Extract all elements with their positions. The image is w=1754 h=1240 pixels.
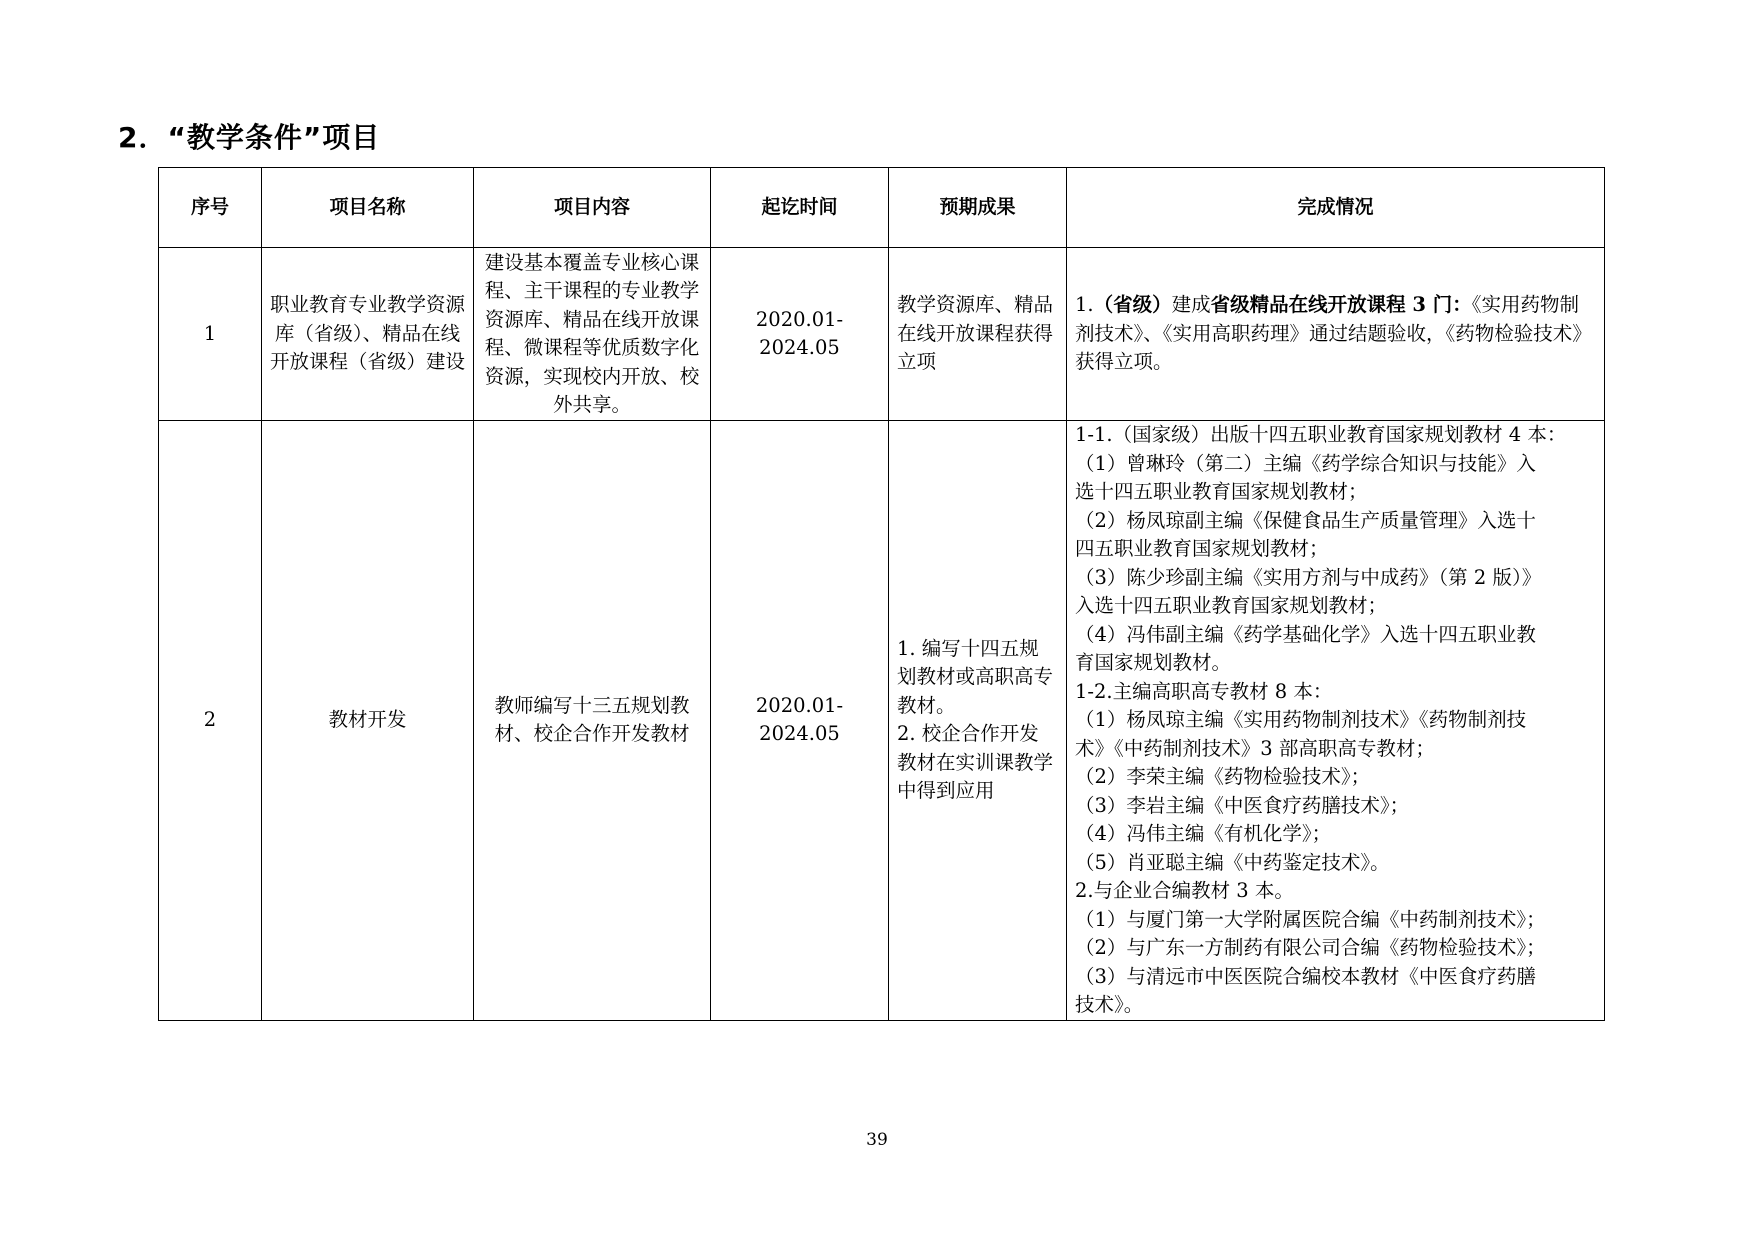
completion-line: （3）与清远市中医医院合编校本教材《中医食疗药膳 <box>1075 964 1536 988</box>
table-header-row <box>159 168 1605 248</box>
row2-no: 2 <box>159 421 262 1021</box>
header-no: 序号 <box>159 168 262 248</box>
row1-period: 2020.01-2024.05 <box>711 248 889 421</box>
row1-completion-text1: 建成 <box>1171 293 1211 317</box>
completion-line: （2）李荣主编《药物检验技术》； <box>1075 765 1371 788</box>
row1-completion <box>1067 248 1605 421</box>
completion-line: 1-1.（国家级）出版十四五职业教育国家规划教材 4 本： <box>1075 423 1567 446</box>
header-expected: 预期成果 <box>889 168 1067 248</box>
completion-line: （3）陈少珍副主编《实用方剂与中成药》（第 2 版）》 <box>1075 565 1542 589</box>
completion-line: 育国家规划教材。 <box>1075 651 1232 674</box>
completion-line: （4）冯伟主编《有机化学》； <box>1075 822 1332 845</box>
completion-line: 入选十四五职业教育国家规划教材； <box>1075 594 1388 617</box>
row1-completion-bold2: 省级精品在线开放课程 3 门： <box>1210 293 1472 317</box>
completion-line: 四五职业教育国家规划教材； <box>1075 537 1329 560</box>
table-row <box>159 421 1605 1021</box>
completion-line: （5）肖亚聪主编《中药鉴定技术》。 <box>1075 850 1390 874</box>
section-title: 2．“教学条件”项目 <box>118 121 381 154</box>
header-name: 项目名称 <box>262 168 474 248</box>
completion-line: 术》《中药制剂技术》3 部高职高专教材； <box>1075 736 1435 760</box>
completion-line: 2.与企业合编教材 3 本。 <box>1075 879 1294 902</box>
row1-expected: 教学资源库、精品在线开放课程获得立项 <box>889 248 1067 421</box>
row2-expected <box>889 421 1067 1021</box>
completion-line: 1-2.主编高职高专教材 8 本： <box>1075 679 1333 703</box>
teaching-conditions-table <box>158 167 1605 1021</box>
row2-period: 2020.01-2024.05 <box>711 421 889 1021</box>
header-period: 起讫时间 <box>711 168 889 248</box>
header-content: 项目内容 <box>474 168 711 248</box>
row1-completion-bold1: （省级） <box>1093 293 1172 317</box>
row2-name: 教材开发 <box>262 421 474 1021</box>
row1-completion-prefix: 1. <box>1075 293 1094 317</box>
completion-line: （2）与广东一方制药有限公司合编《药物检验技术》； <box>1075 936 1546 959</box>
row1-name: 职业教育专业教学资源库（省级）、精品在线开放课程（省级）建设 <box>262 248 474 421</box>
completion-line: 选十四五职业教育国家规划教材； <box>1075 480 1368 503</box>
completion-line: （2）杨凤琼副主编《保健食品生产质量管理》入选十 <box>1075 508 1536 532</box>
completion-line: （1）与厦门第一大学附属医院合编《中药制剂技术》； <box>1075 907 1546 931</box>
completion-line: （1）曾琳玲（第二）主编《药学综合知识与技能》入 <box>1075 451 1536 475</box>
row2-completion <box>1067 421 1605 1021</box>
completion-line: （3）李岩主编《中医食疗药膳技术》； <box>1075 793 1410 817</box>
row1-no: 1 <box>159 248 262 421</box>
page-number: 39 <box>866 1130 888 1150</box>
completion-line: （1）杨凤琼主编《实用药物制剂技术》《药物制剂技 <box>1075 708 1527 731</box>
row2-content: 教师编写十三五规划教材、校企合作开发教材 <box>474 421 711 1021</box>
completion-line: 技术》。 <box>1075 993 1144 1016</box>
header-completion: 完成情况 <box>1067 168 1605 248</box>
row1-content: 建设基本覆盖专业核心课程、主干课程的专业教学资源库、精品在线开放课程、微课程等优质数字化资源，实现校内开放、校外共享。 <box>474 248 711 421</box>
table-row <box>159 248 1605 421</box>
row2-expected-item: 2. 校企合作开发教材在实训课教学中得到应用 <box>897 722 1054 803</box>
row2-expected-item: 1. 编写十四五规划教材或高职高专教材。 <box>897 636 1054 717</box>
row1-completion-text2: 《实用药物制剂技术》、《实用高职药理》通过结题验收，《药物检验技术》获得立项。 <box>1075 293 1592 374</box>
completion-line: （4）冯伟副主编《药学基础化学》入选十四五职业教 <box>1075 622 1536 646</box>
